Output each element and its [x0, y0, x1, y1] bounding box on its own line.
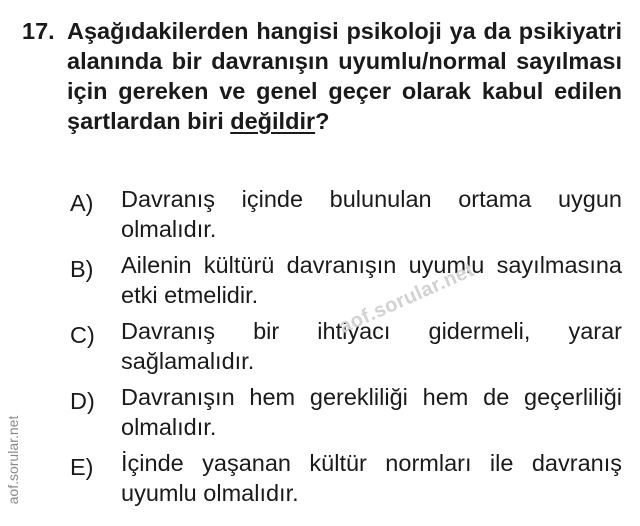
option-text: İçinde yaşanan kültür normları ile davranış uyumlu olmalıdır.	[121, 450, 622, 506]
option-a[interactable]	[70, 184, 622, 250]
question-text-main: Aşağıdakilerden hangisi psikoloji ya da psikiyatri alanında bir davranışın uyumlu/normal sayılması için gereken ve genel geçer olarak kabul edilen şartlardan biri	[67, 18, 622, 134]
question-number: 17.	[22, 18, 55, 44]
option-e[interactable]	[70, 448, 622, 514]
question-text	[67, 16, 622, 136]
option-text: Davranış bir ihtiyacı gidermeli, yarar sağlamalıdır.	[121, 318, 622, 374]
option-letter: B)	[70, 256, 94, 282]
option-letter: D)	[70, 388, 95, 414]
option-text: Davranış içinde bulunulan ortama uygun olmalıdır.	[121, 186, 622, 242]
question-negation-underlined: değildir	[230, 108, 316, 134]
option-letter: E)	[70, 454, 94, 480]
question-mark: ?	[315, 108, 330, 134]
option-b[interactable]	[70, 250, 622, 316]
answer-options	[70, 184, 622, 514]
option-letter: C)	[70, 322, 95, 348]
option-d[interactable]	[70, 382, 622, 448]
question	[22, 16, 622, 136]
watermark-side: aof.sorular.net	[5, 415, 21, 505]
option-text: Ailenin kültürü davranışın uyumlu sayılmasına etki etmelidir.	[121, 252, 622, 308]
option-text: Davranışın hem gerekliliği hem de geçerliliği olmalıdır.	[121, 384, 622, 440]
watermark-center: aof.sorular.net	[336, 258, 478, 339]
option-letter: A)	[70, 190, 94, 216]
